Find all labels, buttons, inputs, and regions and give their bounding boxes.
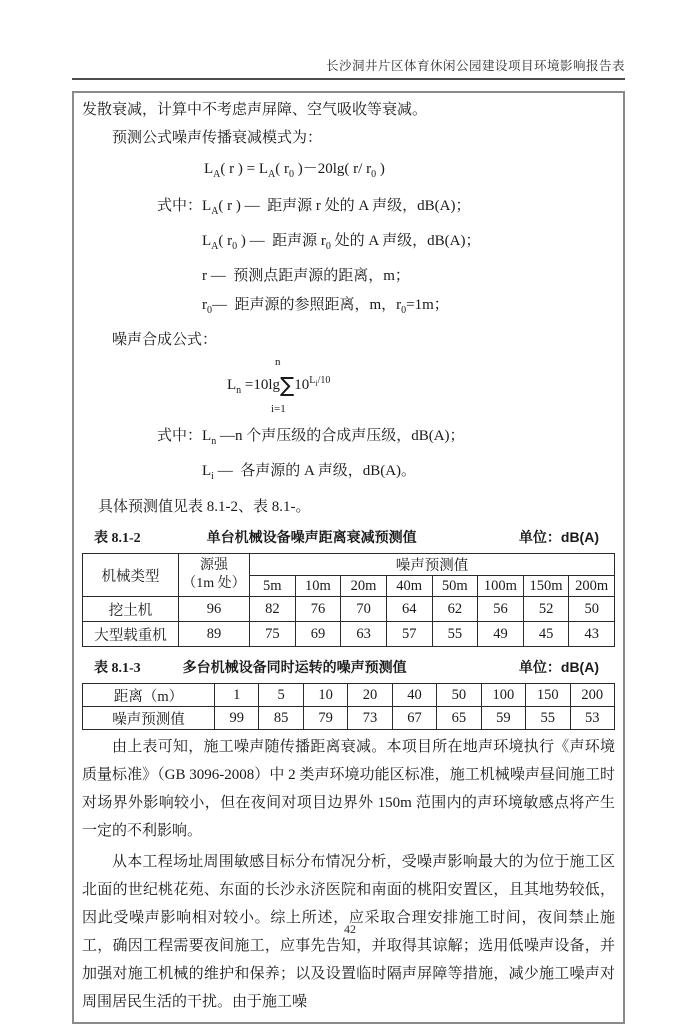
value-cell: 79 bbox=[303, 707, 347, 730]
page-header-title: 长沙洞井片区体育休闲公园建设项目环境影响报告表 bbox=[72, 56, 625, 80]
formula-synthesis-main bbox=[227, 369, 615, 403]
table-812-title: 单台机械设备噪声距离衰减预测值 bbox=[206, 529, 417, 545]
formula-sub: 0 bbox=[207, 305, 212, 316]
formula-term: )－20lg( r/ r bbox=[294, 161, 372, 177]
formula-term: ( r ) = L bbox=[220, 161, 269, 177]
formula-term: ( r ) — 距声源 r 处的 A 声级，dB(A)； bbox=[218, 198, 471, 214]
page-number: 42 bbox=[344, 922, 356, 936]
row-label-distance: 距离（m） bbox=[83, 684, 215, 707]
machine-name-cell: 大型载重机 bbox=[83, 622, 179, 647]
col-header-source-strength bbox=[179, 554, 250, 597]
value-cell: 64 bbox=[386, 597, 432, 622]
source-value-cell: 96 bbox=[179, 597, 250, 622]
formula-sup bbox=[309, 375, 330, 386]
formula-where-line-2 bbox=[202, 230, 615, 258]
formula-term: ( r bbox=[275, 161, 289, 177]
machine-name-cell: 挖土机 bbox=[83, 597, 179, 622]
paragraph-conclusion-1: 由上表可知，施工噪声随传播距离衰减。本项目所在地声环境执行《声环境质量标准》（GB 3096-2008）中 2 类声环境功能区标准，施工机械噪声昼间施工时对场界外影响较小，但在夜间对项目边界外 150m 范围内的声环境敏感点将产生一定的不利影响。 bbox=[82, 739, 615, 839]
paragraph-conclusion-2: 从本工程场址周围敏感目标分布情况分析，受噪声影响最大的为位于施工区北面的世纪桃花苑、东面的长沙永济医院和南面的桃阳安置区，且其地势较低，因此受噪声影响相对较小。综上所述，应采取合理安排施工时间，夜间禁止施工，确因工程需要夜间施工，应事先告知，并取得其谅解；选用低噪声设备，并加强对施工机械的维护和保养；以及设置临时隔声屏障等措施，减少施工噪声对周围居民生活的干扰。由于施工噪 bbox=[82, 854, 615, 1010]
formula-sub: i bbox=[211, 471, 214, 482]
formula-attenuation bbox=[204, 158, 615, 186]
value-cell: 73 bbox=[348, 707, 392, 730]
formula-term: r bbox=[202, 297, 207, 313]
content-box bbox=[72, 91, 625, 1024]
value-cell: 43 bbox=[569, 622, 615, 647]
formula-term: ) — 距声源 r bbox=[237, 233, 326, 249]
formula-sub: A bbox=[211, 241, 219, 252]
value-cell: 50 bbox=[569, 597, 615, 622]
distance-header: 40m bbox=[386, 576, 432, 597]
formula-sub: A bbox=[213, 169, 221, 180]
formula-term: 10 bbox=[294, 377, 310, 393]
distance-header: 100m bbox=[478, 576, 524, 597]
distance-cell: 10 bbox=[303, 684, 347, 707]
value-cell: 45 bbox=[523, 622, 569, 647]
formula-sub: 0 bbox=[325, 241, 331, 252]
value-cell: 56 bbox=[478, 597, 524, 622]
source-strength-line1: 源强 bbox=[200, 558, 228, 573]
table-813-unit: 单位：dB(A) bbox=[518, 659, 599, 675]
formula-sub: n bbox=[211, 436, 217, 447]
distance-header: 20m bbox=[341, 576, 387, 597]
table-813-caption bbox=[82, 657, 615, 679]
table-row bbox=[83, 707, 615, 730]
value-cell: 85 bbox=[259, 707, 303, 730]
value-cell: 52 bbox=[523, 597, 569, 622]
where-prefix: 式中： bbox=[157, 428, 203, 444]
formula-term: L bbox=[309, 375, 316, 386]
formula-where-line-4 bbox=[202, 294, 615, 322]
col-header-machine-type: 机械类型 bbox=[83, 554, 179, 597]
value-cell: 99 bbox=[215, 707, 259, 730]
formula-term: —n 个声压级的合成声压级，dB(A)； bbox=[216, 428, 465, 444]
table-813-label: 表 8.1-3 bbox=[94, 661, 141, 676]
formula-term: L bbox=[227, 377, 237, 393]
formula-term: L bbox=[202, 233, 212, 249]
paragraph-model-lead: 预测公式噪声传播衰减模式为： bbox=[112, 130, 323, 146]
source-value-cell: 89 bbox=[179, 622, 250, 647]
paragraph-intro: 发散衰减，计算中不考虑声屏障、空气吸收等衰减。 bbox=[82, 102, 428, 118]
formula-term: ) bbox=[376, 161, 385, 177]
formula-term: 处的 A 声级，dB(A)； bbox=[330, 233, 481, 249]
distance-cell: 20 bbox=[348, 684, 392, 707]
paragraph-synthesis-lead: 噪声合成公式： bbox=[112, 332, 218, 348]
row-label-prediction: 噪声预测值 bbox=[83, 707, 215, 730]
value-cell: 49 bbox=[478, 622, 524, 647]
distance-header: 50m bbox=[432, 576, 478, 597]
formula-sub: A bbox=[268, 169, 276, 180]
formula-where-line-1 bbox=[157, 195, 615, 223]
distance-header: 5m bbox=[250, 576, 296, 597]
formula-where-line-5 bbox=[157, 425, 615, 453]
table-row bbox=[83, 597, 615, 622]
table-812-unit: 单位：dB(A) bbox=[518, 529, 599, 545]
formula-synthesis bbox=[227, 356, 615, 416]
formula-where-line-6 bbox=[202, 460, 615, 488]
formula-term: L bbox=[202, 463, 212, 479]
value-cell: 69 bbox=[295, 622, 341, 647]
paragraph-see-tables: 具体预测值见表 8.1-2、表 8.1-。 bbox=[98, 499, 311, 515]
value-cell: 67 bbox=[392, 707, 436, 730]
sigma-lower-limit: i=1 bbox=[271, 403, 286, 415]
distance-cell: 40 bbox=[392, 684, 436, 707]
formula-sub: 0 bbox=[232, 241, 238, 252]
distance-cell: 100 bbox=[481, 684, 525, 707]
value-cell: 62 bbox=[432, 597, 478, 622]
formula-term: L bbox=[204, 161, 214, 177]
table-row bbox=[83, 684, 615, 707]
table-813-title: 多台机械设备同时运转的噪声预测值 bbox=[182, 659, 407, 675]
formula-term: — 距声源的参照距离，m，r bbox=[212, 297, 402, 313]
distance-cell: 1 bbox=[215, 684, 259, 707]
value-cell: 63 bbox=[341, 622, 387, 647]
formula-sub: A bbox=[211, 206, 219, 217]
formula-term: L bbox=[202, 428, 212, 444]
formula-sub: 0 bbox=[401, 305, 407, 316]
distance-header: 10m bbox=[295, 576, 341, 597]
formula-sub: 0 bbox=[289, 169, 294, 180]
value-cell: 53 bbox=[570, 707, 615, 730]
table-812-caption bbox=[82, 527, 615, 549]
formula-term: r — 预测点距声源的距离，m； bbox=[202, 268, 410, 284]
distance-header: 150m bbox=[523, 576, 569, 597]
distance-cell: 200 bbox=[570, 684, 615, 707]
value-cell: 76 bbox=[295, 597, 341, 622]
value-cell: 55 bbox=[526, 707, 570, 730]
table-812-label: 表 8.1-2 bbox=[94, 531, 141, 546]
table-812 bbox=[82, 553, 615, 647]
formula-sub: i bbox=[315, 379, 318, 388]
value-cell: 65 bbox=[437, 707, 481, 730]
value-cell: 57 bbox=[386, 622, 432, 647]
distance-cell: 150 bbox=[526, 684, 570, 707]
table-row bbox=[83, 622, 615, 647]
source-strength-line2: （1m 处） bbox=[182, 576, 246, 591]
where-prefix: 式中： bbox=[157, 198, 203, 214]
col-group-noise-prediction: 噪声预测值 bbox=[250, 554, 615, 576]
formula-term: — 各声源的 A 声级，dB(A)。 bbox=[213, 463, 417, 479]
value-cell: 55 bbox=[432, 622, 478, 647]
value-cell: 70 bbox=[341, 597, 387, 622]
formula-where-line-3 bbox=[202, 265, 615, 287]
distance-cell: 5 bbox=[259, 684, 303, 707]
formula-term: ( r bbox=[218, 233, 233, 249]
formula-term: =10lg bbox=[241, 377, 281, 393]
sigma-symbol: ∑ bbox=[280, 373, 295, 397]
formula-sub: n bbox=[236, 385, 242, 396]
formula-term: =1m； bbox=[406, 297, 449, 313]
distance-cell: 50 bbox=[437, 684, 481, 707]
formula-sub: 0 bbox=[371, 169, 377, 180]
value-cell: 59 bbox=[481, 707, 525, 730]
sigma-upper-limit: n bbox=[275, 356, 281, 368]
distance-header: 200m bbox=[569, 576, 615, 597]
value-cell: 75 bbox=[250, 622, 296, 647]
formula-term: L bbox=[202, 198, 212, 214]
formula-term: /10 bbox=[317, 375, 331, 386]
table-813 bbox=[82, 683, 615, 730]
value-cell: 82 bbox=[250, 597, 296, 622]
